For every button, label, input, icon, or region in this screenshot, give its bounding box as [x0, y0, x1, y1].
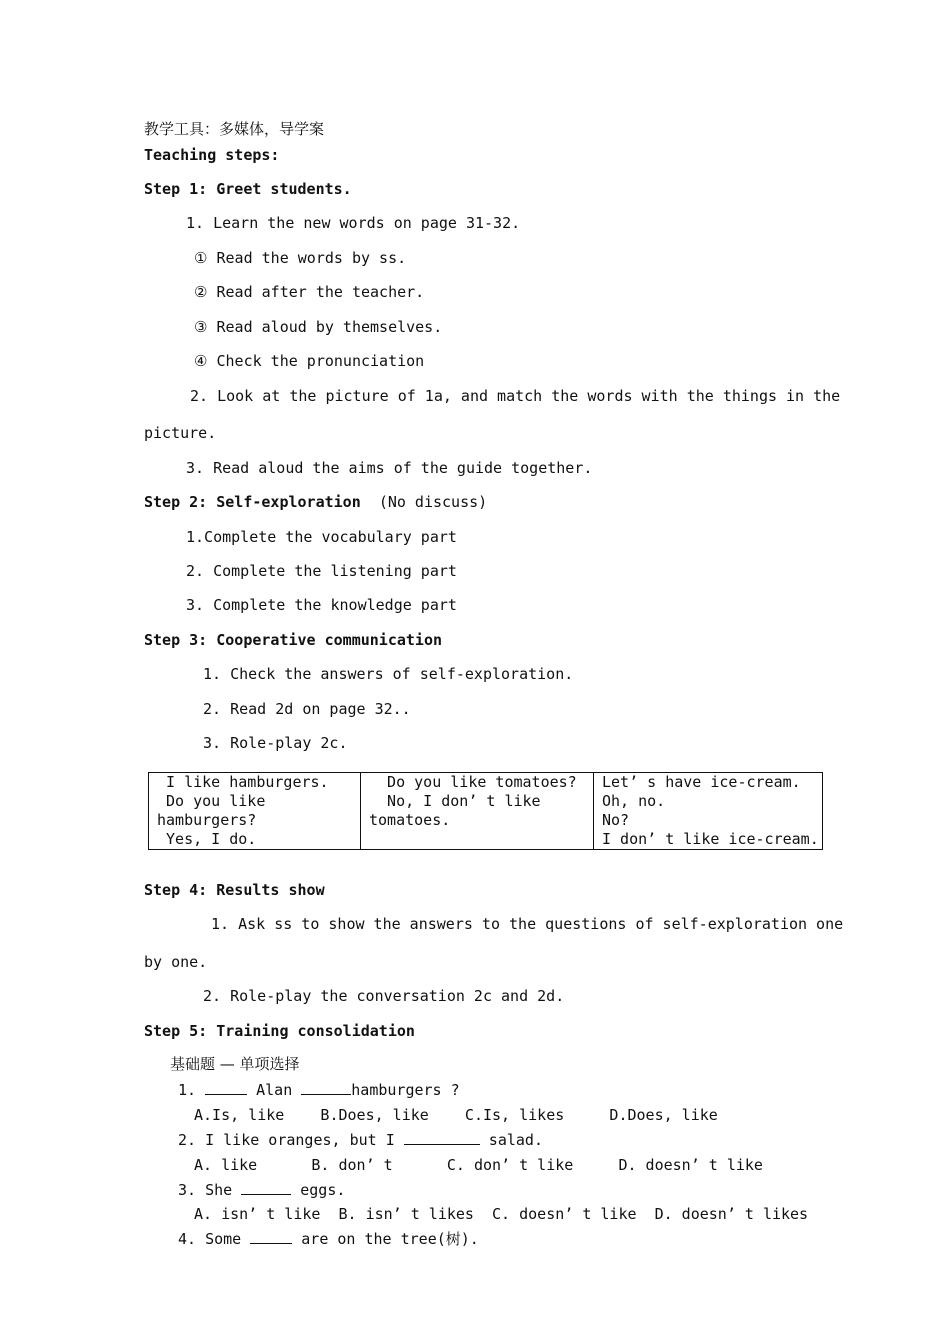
question-1-options: A.Is, like B.Does, like C.Is, likes D.Does, like — [194, 1106, 718, 1124]
cell-line: No, I don’ t like — [369, 792, 541, 810]
question-2-options: A. like B. don’ t C. don’ t like D. doesn’ t like — [194, 1156, 763, 1174]
step2-item1: 1.Complete the vocabulary part — [186, 528, 457, 546]
cell-line: Let’ s have ice-cream. — [602, 773, 801, 791]
answer-blank — [241, 1180, 291, 1195]
step1-sub4: ④ Check the pronunciation — [194, 352, 425, 370]
step5-title: Step 5: Training consolidation — [144, 1022, 415, 1040]
answer-blank — [404, 1130, 480, 1145]
role-cell-1 — [149, 773, 361, 850]
question-3 — [178, 1180, 345, 1200]
step1-item2-line2: picture. — [144, 424, 217, 442]
table-row — [149, 773, 823, 850]
step2-item3: 3. Complete the knowledge part — [186, 596, 457, 614]
step2-item2: 2. Complete the listening part — [186, 562, 457, 580]
answer-blank — [205, 1080, 247, 1095]
cell-line: I don’ t like ice-cream. — [602, 830, 819, 848]
cell-line: hamburgers? — [157, 811, 257, 829]
cell-line: Yes, I do. — [157, 830, 257, 848]
step1-item2-line1: 2. Look at the picture of 1a, and match the words with the things in the — [190, 387, 841, 405]
step3-item3: 3. Role-play 2c. — [203, 734, 348, 752]
step1-item3: 3. Read aloud the aims of the guide together. — [186, 459, 593, 477]
question-1 — [178, 1080, 460, 1100]
cell-line: No? — [602, 811, 630, 829]
step4-item1-line2: by one. — [144, 953, 208, 971]
cell-line: Oh, no. — [602, 792, 666, 810]
step1-sub2: ② Read after the teacher. — [194, 283, 425, 301]
step3-title: Step 3: Cooperative communication — [144, 631, 443, 649]
step1-sub3: ③ Read aloud by themselves. — [194, 318, 443, 336]
step3-item2: 2. Read 2d on page 32.. — [203, 700, 411, 718]
step1-title: Step 1: Greet students. — [144, 180, 352, 198]
teaching-tools-line: 教学工具：多媒体，导学案 — [144, 120, 325, 138]
question-text: salad. — [479, 1131, 543, 1149]
question-3-options: A. isn’ t like B. isn’ t likes C. doesn’ t like D. doesn’ t likes — [194, 1205, 809, 1223]
question-text: 3. She — [178, 1181, 242, 1199]
question-text: hamburgers ? — [351, 1081, 460, 1099]
exercise-section-title: 基础题 — 单项选择 — [170, 1055, 300, 1073]
question-4 — [178, 1229, 479, 1249]
answer-blank — [301, 1080, 351, 1095]
step2-heading — [144, 492, 487, 512]
role-cell-3 — [594, 773, 823, 850]
question-number: 1. — [178, 1081, 197, 1099]
question-text: Alan — [247, 1081, 302, 1099]
cell-line: Do you like — [157, 792, 266, 810]
cell-line: Do you like tomatoes? — [369, 773, 577, 791]
step1-sub1: ① Read the words by ss. — [194, 249, 407, 267]
question-text: eggs. — [291, 1181, 346, 1199]
teaching-steps-title: Teaching steps: — [144, 146, 280, 164]
step2-note: (No discuss) — [378, 493, 488, 511]
role-play-table — [148, 772, 823, 850]
step1-item1: 1. Learn the new words on page 31-32. — [186, 214, 521, 232]
cell-line: tomatoes. — [369, 811, 451, 829]
step4-title: Step 4: Results show — [144, 881, 325, 899]
step4-item2: 2. Role-play the conversation 2c and 2d. — [203, 987, 565, 1005]
question-text: 2. I like oranges, but I — [178, 1131, 404, 1149]
question-2 — [178, 1130, 543, 1150]
answer-blank — [250, 1229, 292, 1244]
question-text: are on the tree(树). — [292, 1230, 479, 1248]
role-cell-2 — [361, 773, 594, 850]
step3-item1: 1. Check the answers of self-exploration. — [203, 665, 574, 683]
step4-item1-line1: 1. Ask ss to show the answers to the questions of self-exploration one — [211, 915, 844, 933]
question-text: 4. Some — [178, 1230, 251, 1248]
cell-line: I like hamburgers. — [157, 773, 329, 791]
step2-title: Step 2: Self-exploration — [144, 493, 361, 511]
